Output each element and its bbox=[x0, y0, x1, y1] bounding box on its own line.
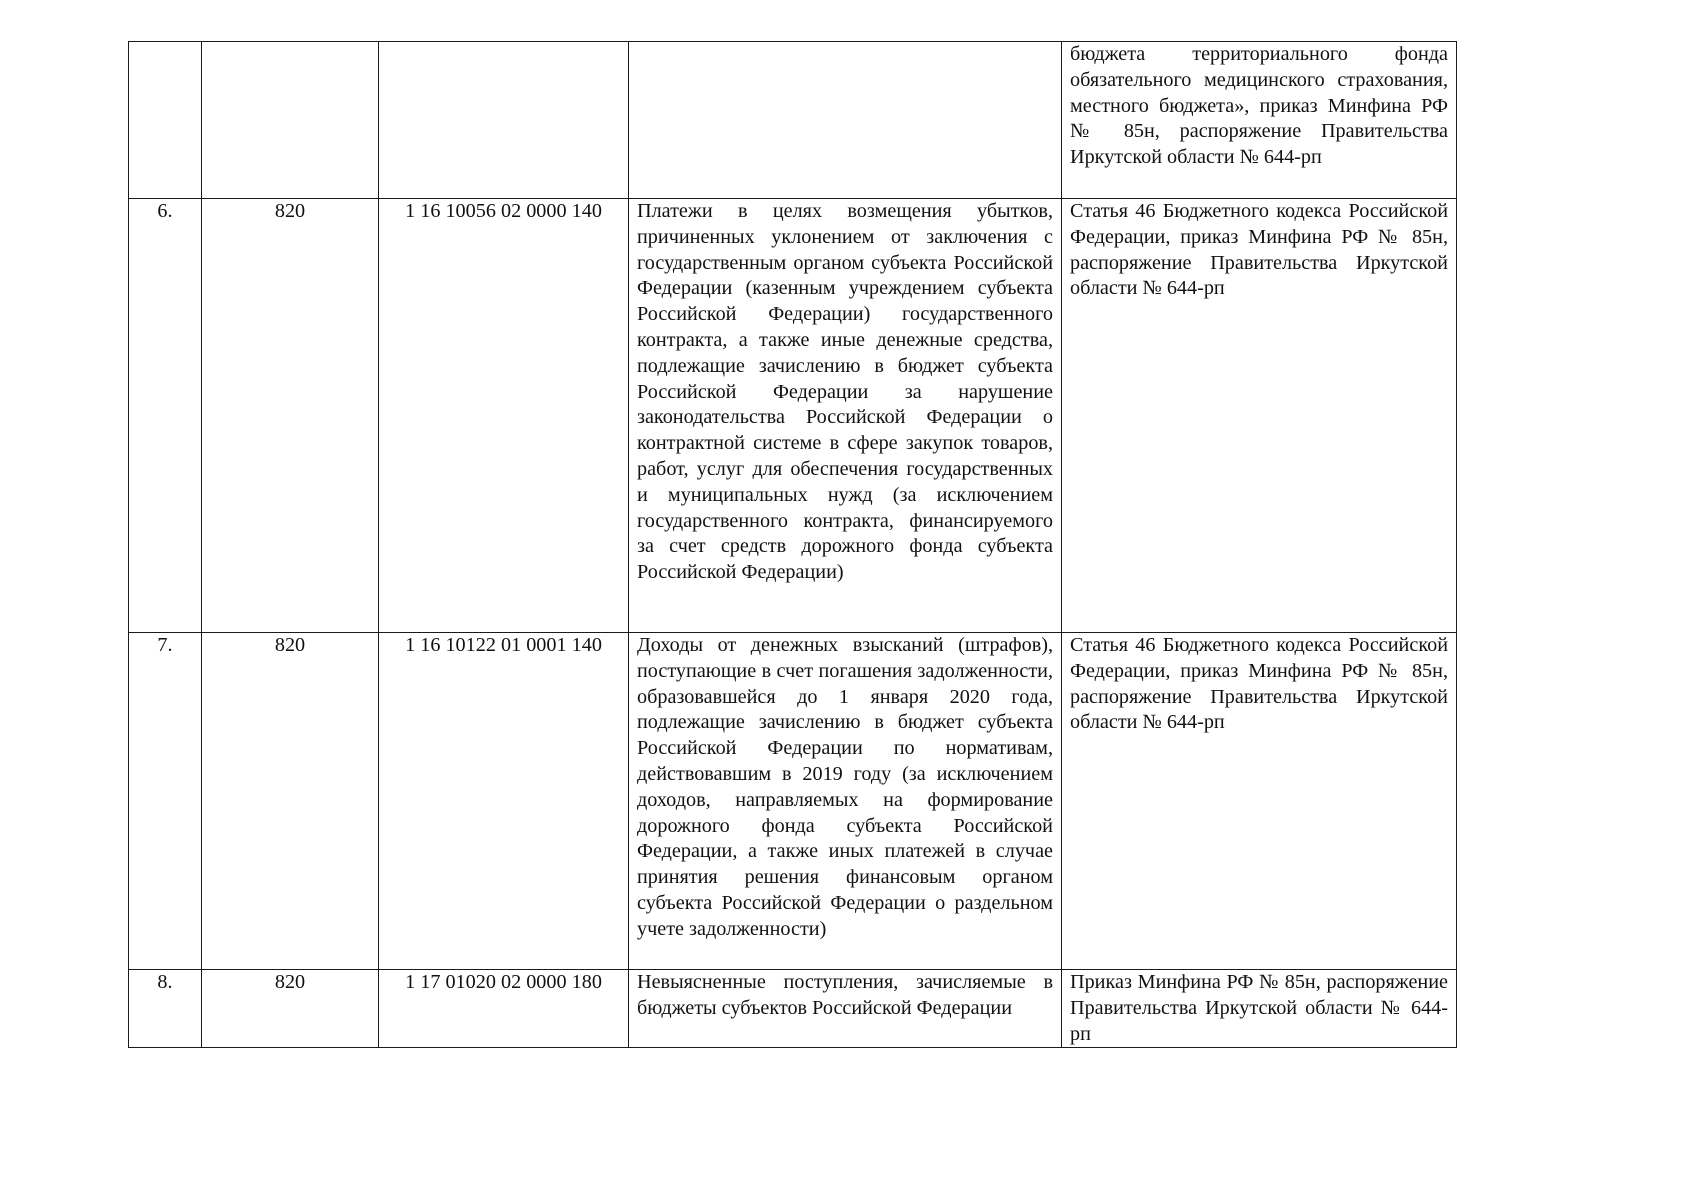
administrator-code-cell: 820 bbox=[202, 199, 379, 633]
revenue-name-cell bbox=[629, 42, 1062, 199]
row-number-cell: 8. bbox=[129, 970, 202, 1048]
legal-basis-cell: Статья 46 Бюджетного кодекса Российской Федерации, приказ Минфина РФ № 85н, распоряжение Правительства Иркутской области № 644-рп bbox=[1062, 633, 1457, 970]
legal-basis-cell: Статья 46 Бюджетного кодекса Российской Федерации, приказ Минфина РФ № 85н, распоряжение Правительства Иркутской области № 644-рп bbox=[1062, 199, 1457, 633]
table-row bbox=[129, 42, 1457, 199]
budget-classification-code-cell: 1 16 10056 02 0000 140 bbox=[379, 199, 629, 633]
table-row bbox=[129, 199, 1457, 633]
row-number-cell bbox=[129, 42, 202, 199]
revenue-name-cell: Невыясненные поступления, зачисляемые в бюджеты субъектов Российской Федерации bbox=[629, 970, 1062, 1048]
revenue-name-cell: Платежи в целях возмещения убытков, причиненных уклонением от заключения с государственным органом субъекта Российской Федерации (казенным учреждением субъекта Российской Федерации) государственного контракта, а также иные денежные средства, подлежащие зачислению в бюджет субъекта Российской Федерации за нарушение законодательства Российской Федерации о контрактной системе в сфере закупок товаров, работ, услуг для обеспечения государственных и муниципальных нужд (за исключением государственного контракта, финансируемого за счет средств дорожного фонда субъекта Российской Федерации) bbox=[629, 199, 1062, 633]
budget-classification-code-cell: 1 17 01020 02 0000 180 bbox=[379, 970, 629, 1048]
administrator-code-cell bbox=[202, 42, 379, 199]
legal-basis-cell: Приказ Минфина РФ № 85н, распоряжение Правительства Иркутской области № 644-рп bbox=[1062, 970, 1457, 1048]
budget-classification-code-cell bbox=[379, 42, 629, 199]
table-row bbox=[129, 633, 1457, 970]
administrator-code-cell: 820 bbox=[202, 633, 379, 970]
administrator-code-cell: 820 bbox=[202, 970, 379, 1048]
row-number-cell: 6. bbox=[129, 199, 202, 633]
legal-basis-cell: бюджета территориального фонда обязательного медицинского страхования, местного бюджета», приказ Минфина РФ № 85н, распоряжение Правительства Иркутской области № 644-рп bbox=[1062, 42, 1457, 199]
row-number-cell: 7. bbox=[129, 633, 202, 970]
revenue-name-cell: Доходы от денежных взысканий (штрафов), поступающие в счет погашения задолженности, образовавшейся до 1 января 2020 года, подлежащие зачислению в бюджет субъекта Российской Федерации по нормативам, действовавшим в 2019 году (за исключением доходов, направляемых на формирование дорожного фонда субъекта Российской Федерации, а также иных платежей в случае принятия решения финансовым органом субъекта Российской Федерации о раздельном учете задолженности) bbox=[629, 633, 1062, 970]
table-row bbox=[129, 970, 1457, 1048]
revenue-codes-table bbox=[128, 41, 1457, 1048]
budget-classification-code-cell: 1 16 10122 01 0001 140 bbox=[379, 633, 629, 970]
